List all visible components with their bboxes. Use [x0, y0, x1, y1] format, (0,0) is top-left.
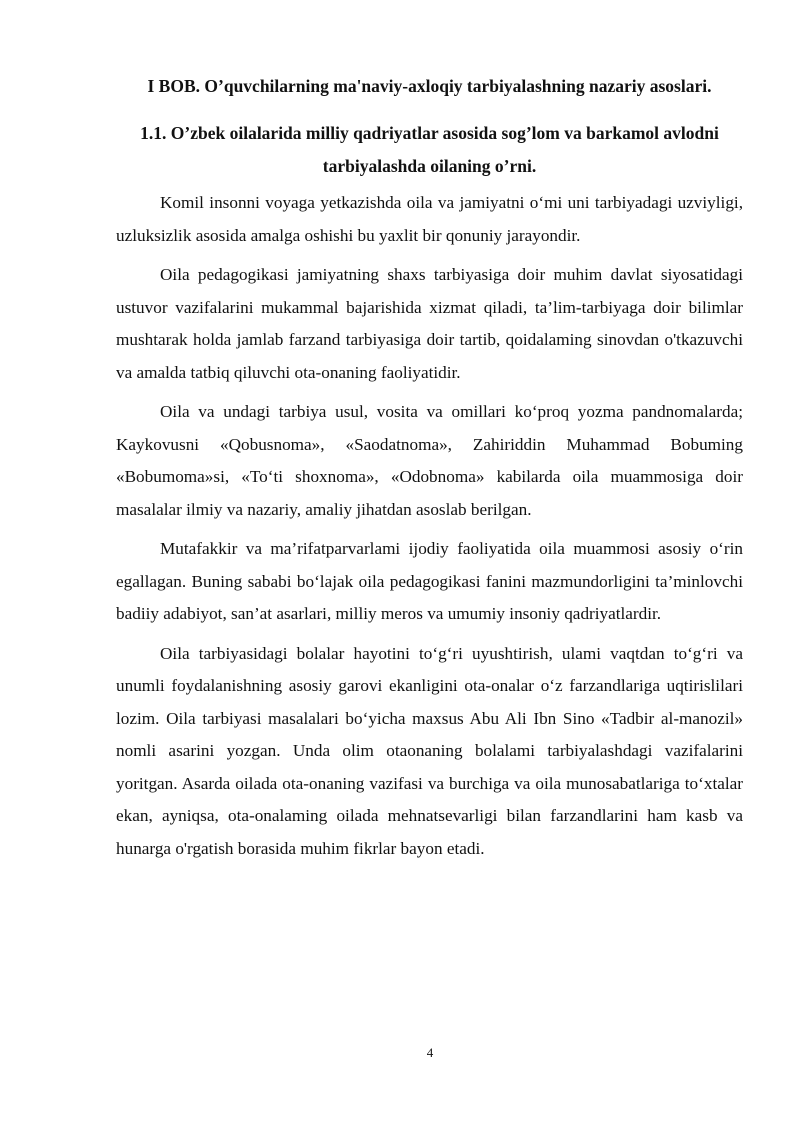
paragraph-1: Komil insonni voyaga yetkazishda oila va jamiyatni o‘mi uni tarbiyadagi uzviyligi, uzluksizlik asosida amalga oshishi bu yaxlit bir qonuniy jarayondir.: [116, 193, 743, 245]
paragraph-2: Oila pedagogikasi jamiyatning shaxs tarbiyasiga doir muhim davlat siyosatidagi ustuvor vazifalarini mukammal bajarishida xizmat qiladi, ta’lim-tarbiyaga doir bilimlar mushtarak holda jamlab farzand tarbiyasiga doir tartib, qoidalaming sinovdan o'tkazuvchi va amalda tatbiq qiluvchi ota-onaning faoliyatidir.: [116, 265, 743, 382]
chapter-title: I BOB. O’quvchilarning ma'naviy-axloqiy tarbiyalashning nazariy asoslari.: [147, 76, 712, 96]
page-content: [116, 70, 743, 872]
page-number: 4: [426, 1045, 434, 1060]
paragraph-3: Oila va undagi tarbiya usul, vosita va omillari ko‘proq yozma pandnomalarda; Kaykovusni «Qobusnoma», «Saodatnoma», Zahiriddin Muhammad Bobuming «Bobumoma»si, «To‘ti shoxnoma», «Odobnoma» kabilarda oila muammosiga doir masalalar ilmiy va nazariy, amaliy jihatdan asoslab berilgan.: [116, 402, 743, 519]
paragraph-5: Oila tarbiyasidagi bolalar hayotini to‘g‘ri uyushtirish, ulami vaqtdan to‘g‘ri va unumli foydalanishning asosiy garovi ekanligini ota-onalar o‘z farzandlariga uqtirislilari lozim. Oila tarbiyasi masalalari bo‘yicha maxsus Abu Ali Ibn Sino «Tadbir al-manozil» nomli asarini yozgan. Unda olim otaonaning bolalami tarbiyalashdagi vazifalarini yoritgan. Asarda oilada ota-onaning vazifasi va burchiga va oila munosabatlariga to‘xtalar ekan, ayniqsa, ota-onalaming oilada mehnatsevarligi bilan farzandlarini ham kasb va hunarga o'rgatish borasida muhim fikrlar bayon etadi.: [116, 643, 743, 858]
paragraph-4: Mutafakkir va ma’rifatparvarlami ijodiy faoliyatida oila muammosi asosiy o‘rin egallagan. Buning sababi bo‘lajak oila pedagogikasi fanini mazmundorligini ta’minlovchi badiiy adabiyot, san’at asarlari, milliy meros va umumiy insoniy qadriyatlardir.: [116, 539, 743, 623]
section-title: 1.1. O’zbek oilalarida milliy qadriyatlar asosida sog’lom va barkamol avlodni tarbiyalashda oilaning o’rni.: [140, 123, 719, 176]
